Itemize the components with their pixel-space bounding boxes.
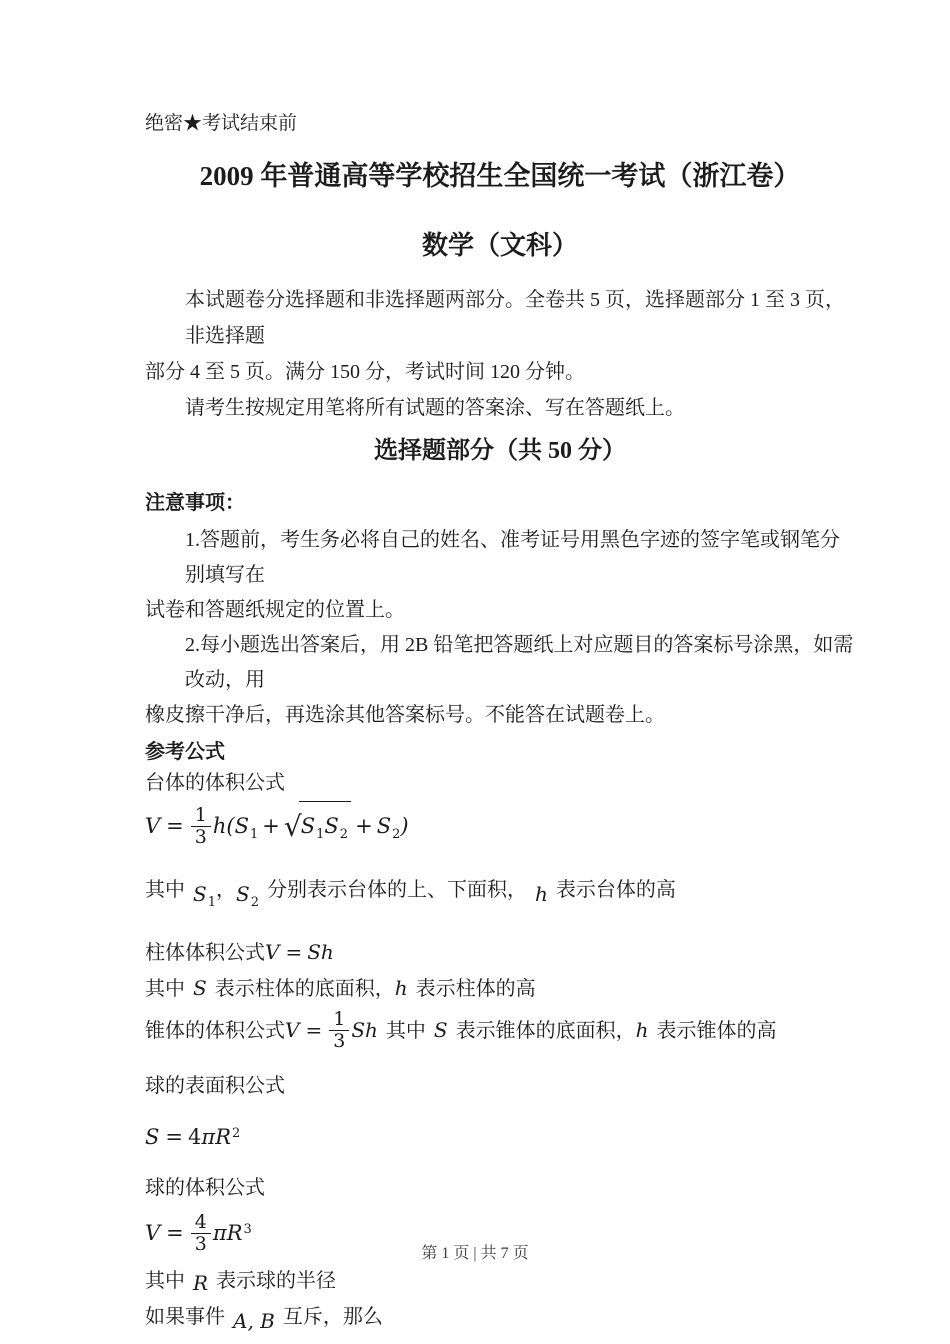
math-var: h <box>534 882 548 906</box>
square-root <box>283 810 351 843</box>
sphere-surface-label: 球的表面积公式 <box>145 1075 285 1097</box>
exam-subject-title: 数学（文科） <box>421 231 578 260</box>
math-var-group: A, B <box>233 1309 275 1333</box>
math-var: V <box>145 1221 161 1245</box>
note-text: 互斥，那么 <box>282 1306 383 1328</box>
radicand <box>299 801 351 859</box>
plus-sign: + <box>262 814 280 838</box>
note-text: 表示锥体的高 <box>656 1020 777 1042</box>
note-text: 表示柱体的高 <box>415 978 536 1000</box>
math-var: h <box>635 1018 649 1042</box>
subscript: 1 <box>316 827 325 842</box>
subscript: 2 <box>250 895 259 910</box>
fraction-one-third <box>191 805 211 848</box>
note-text: 其中 <box>145 879 185 901</box>
math-var: V <box>265 940 280 964</box>
note-text: 分别表示台体的上、下面积， <box>266 879 527 901</box>
close-paren: ) <box>400 814 409 838</box>
mutually-exclusive-note <box>145 1300 855 1333</box>
notice-line: 2.每小题选出答案后，用 2B 铅笔把答题纸上对应题目的答案标号涂黑，如需改动，用 <box>185 634 854 691</box>
note-text: 其中 <box>145 1270 185 1292</box>
math-var: R <box>193 1271 209 1295</box>
math-var: S <box>234 814 249 838</box>
intro-line: 请考生按规定用笔将所有试题的答案涂、写在答题纸上。 <box>185 397 685 419</box>
math-var-group <box>235 882 259 910</box>
notice-line: 试卷和答题纸规定的位置上。 <box>145 599 405 621</box>
math-number: 4 <box>188 1125 202 1149</box>
note-text: 其中 <box>385 1020 426 1042</box>
subscript: 1 <box>207 895 216 910</box>
math-var: R <box>215 1125 231 1149</box>
math-var: S <box>193 976 207 1000</box>
intro-line: 本试题卷分选择题和非选择题两部分。全卷共 5 页，选择题部分 1 至 3 页，非选择题 <box>185 289 845 347</box>
math-var: S <box>193 882 207 906</box>
superscript: 3 <box>243 1222 252 1237</box>
fraction-numerator: 4 <box>194 1210 207 1233</box>
section-header-choice-part: 选择题部分（共 50 分） <box>374 438 626 464</box>
math-var: S <box>235 882 250 906</box>
formula-label: 柱体体积公式 <box>145 942 265 964</box>
reference-formulas-title: 参考公式 <box>145 741 225 763</box>
subscript: 1 <box>250 827 259 842</box>
exam-title: 2009 年普通高等学校招生全国统一考试（浙江卷） <box>199 161 801 191</box>
math-var: S <box>433 1018 448 1042</box>
equals-sign: = <box>165 1125 183 1149</box>
notice-title: 注意事项： <box>145 492 245 514</box>
fraction-numerator: 1 <box>194 803 207 826</box>
notice-line: 1.答题前，考生务必将自己的姓名、准考证号用黑色字迹的签字笔或钢笔分别填写在 <box>185 529 840 586</box>
equals-sign: = <box>166 1221 184 1245</box>
math-var: Sh <box>351 1018 378 1042</box>
note-text: 其中 <box>145 978 185 1000</box>
sphere-volume-label: 球的体积公式 <box>145 1177 265 1199</box>
formula-label: 锥体的体积公式 <box>145 1020 285 1042</box>
sphere-radius-note <box>145 1265 855 1296</box>
classification-label: 绝密★考试结束前 <box>145 113 298 134</box>
fraction-denominator: 3 <box>329 1030 349 1052</box>
equals-sign: = <box>166 814 184 838</box>
frustum-volume-label: 台体的体积公式 <box>145 772 285 794</box>
pi-symbol: π <box>212 1221 227 1245</box>
math-var: S <box>300 814 316 838</box>
superscript: 2 <box>232 1126 241 1141</box>
math-var: V <box>145 814 161 838</box>
frustum-volume-formula <box>145 801 855 859</box>
comma: ， <box>215 879 236 901</box>
note-text: 表示柱体的底面积， <box>214 978 395 1000</box>
pi-symbol: π <box>201 1125 216 1149</box>
fraction-denominator: 3 <box>191 826 211 848</box>
note-text: 表示台体的高 <box>555 879 676 901</box>
math-var: Sh <box>307 940 334 964</box>
notice-list <box>145 523 855 733</box>
intro-paragraphs <box>145 282 855 426</box>
fraction-numerator: 1 <box>333 1007 346 1030</box>
math-var: h <box>212 814 227 838</box>
prism-volume-line <box>145 937 855 968</box>
note-text: 表示锥体的底面积， <box>455 1020 636 1042</box>
math-var: S <box>324 814 339 838</box>
note-text: 表示球的半径 <box>216 1270 337 1292</box>
fraction-one-third <box>329 1009 349 1052</box>
math-var: V <box>285 1018 300 1042</box>
equals-sign: = <box>305 1018 323 1042</box>
cone-volume-line <box>145 1006 855 1055</box>
prism-variables-note <box>145 973 855 1004</box>
math-var: S <box>145 1125 160 1149</box>
open-paren: ( <box>226 814 235 838</box>
math-var: R <box>226 1221 243 1245</box>
frustum-variables-note <box>145 874 855 913</box>
intro-line: 部分 4 至 5 页。满分 150 分，考试时间 120 分钟。 <box>145 361 585 383</box>
math-var: S <box>376 814 392 838</box>
sphere-surface-formula <box>145 1119 855 1152</box>
equals-sign: = <box>285 940 303 964</box>
plus-sign: + <box>355 814 373 838</box>
math-var-group <box>193 882 216 910</box>
subscript: 2 <box>392 827 401 842</box>
math-var: h <box>394 976 408 1000</box>
fraction-denominator: 3 <box>191 1233 211 1255</box>
note-text: 如果事件 <box>145 1306 225 1328</box>
subscript: 2 <box>339 827 349 842</box>
page-footer: 第 1 页 | 共 7 页 <box>421 1245 529 1262</box>
radical-sign: √ <box>283 810 302 843</box>
notice-line: 橡皮擦干净后，再选涂其他答案标号。不能答在试题卷上。 <box>145 704 665 726</box>
